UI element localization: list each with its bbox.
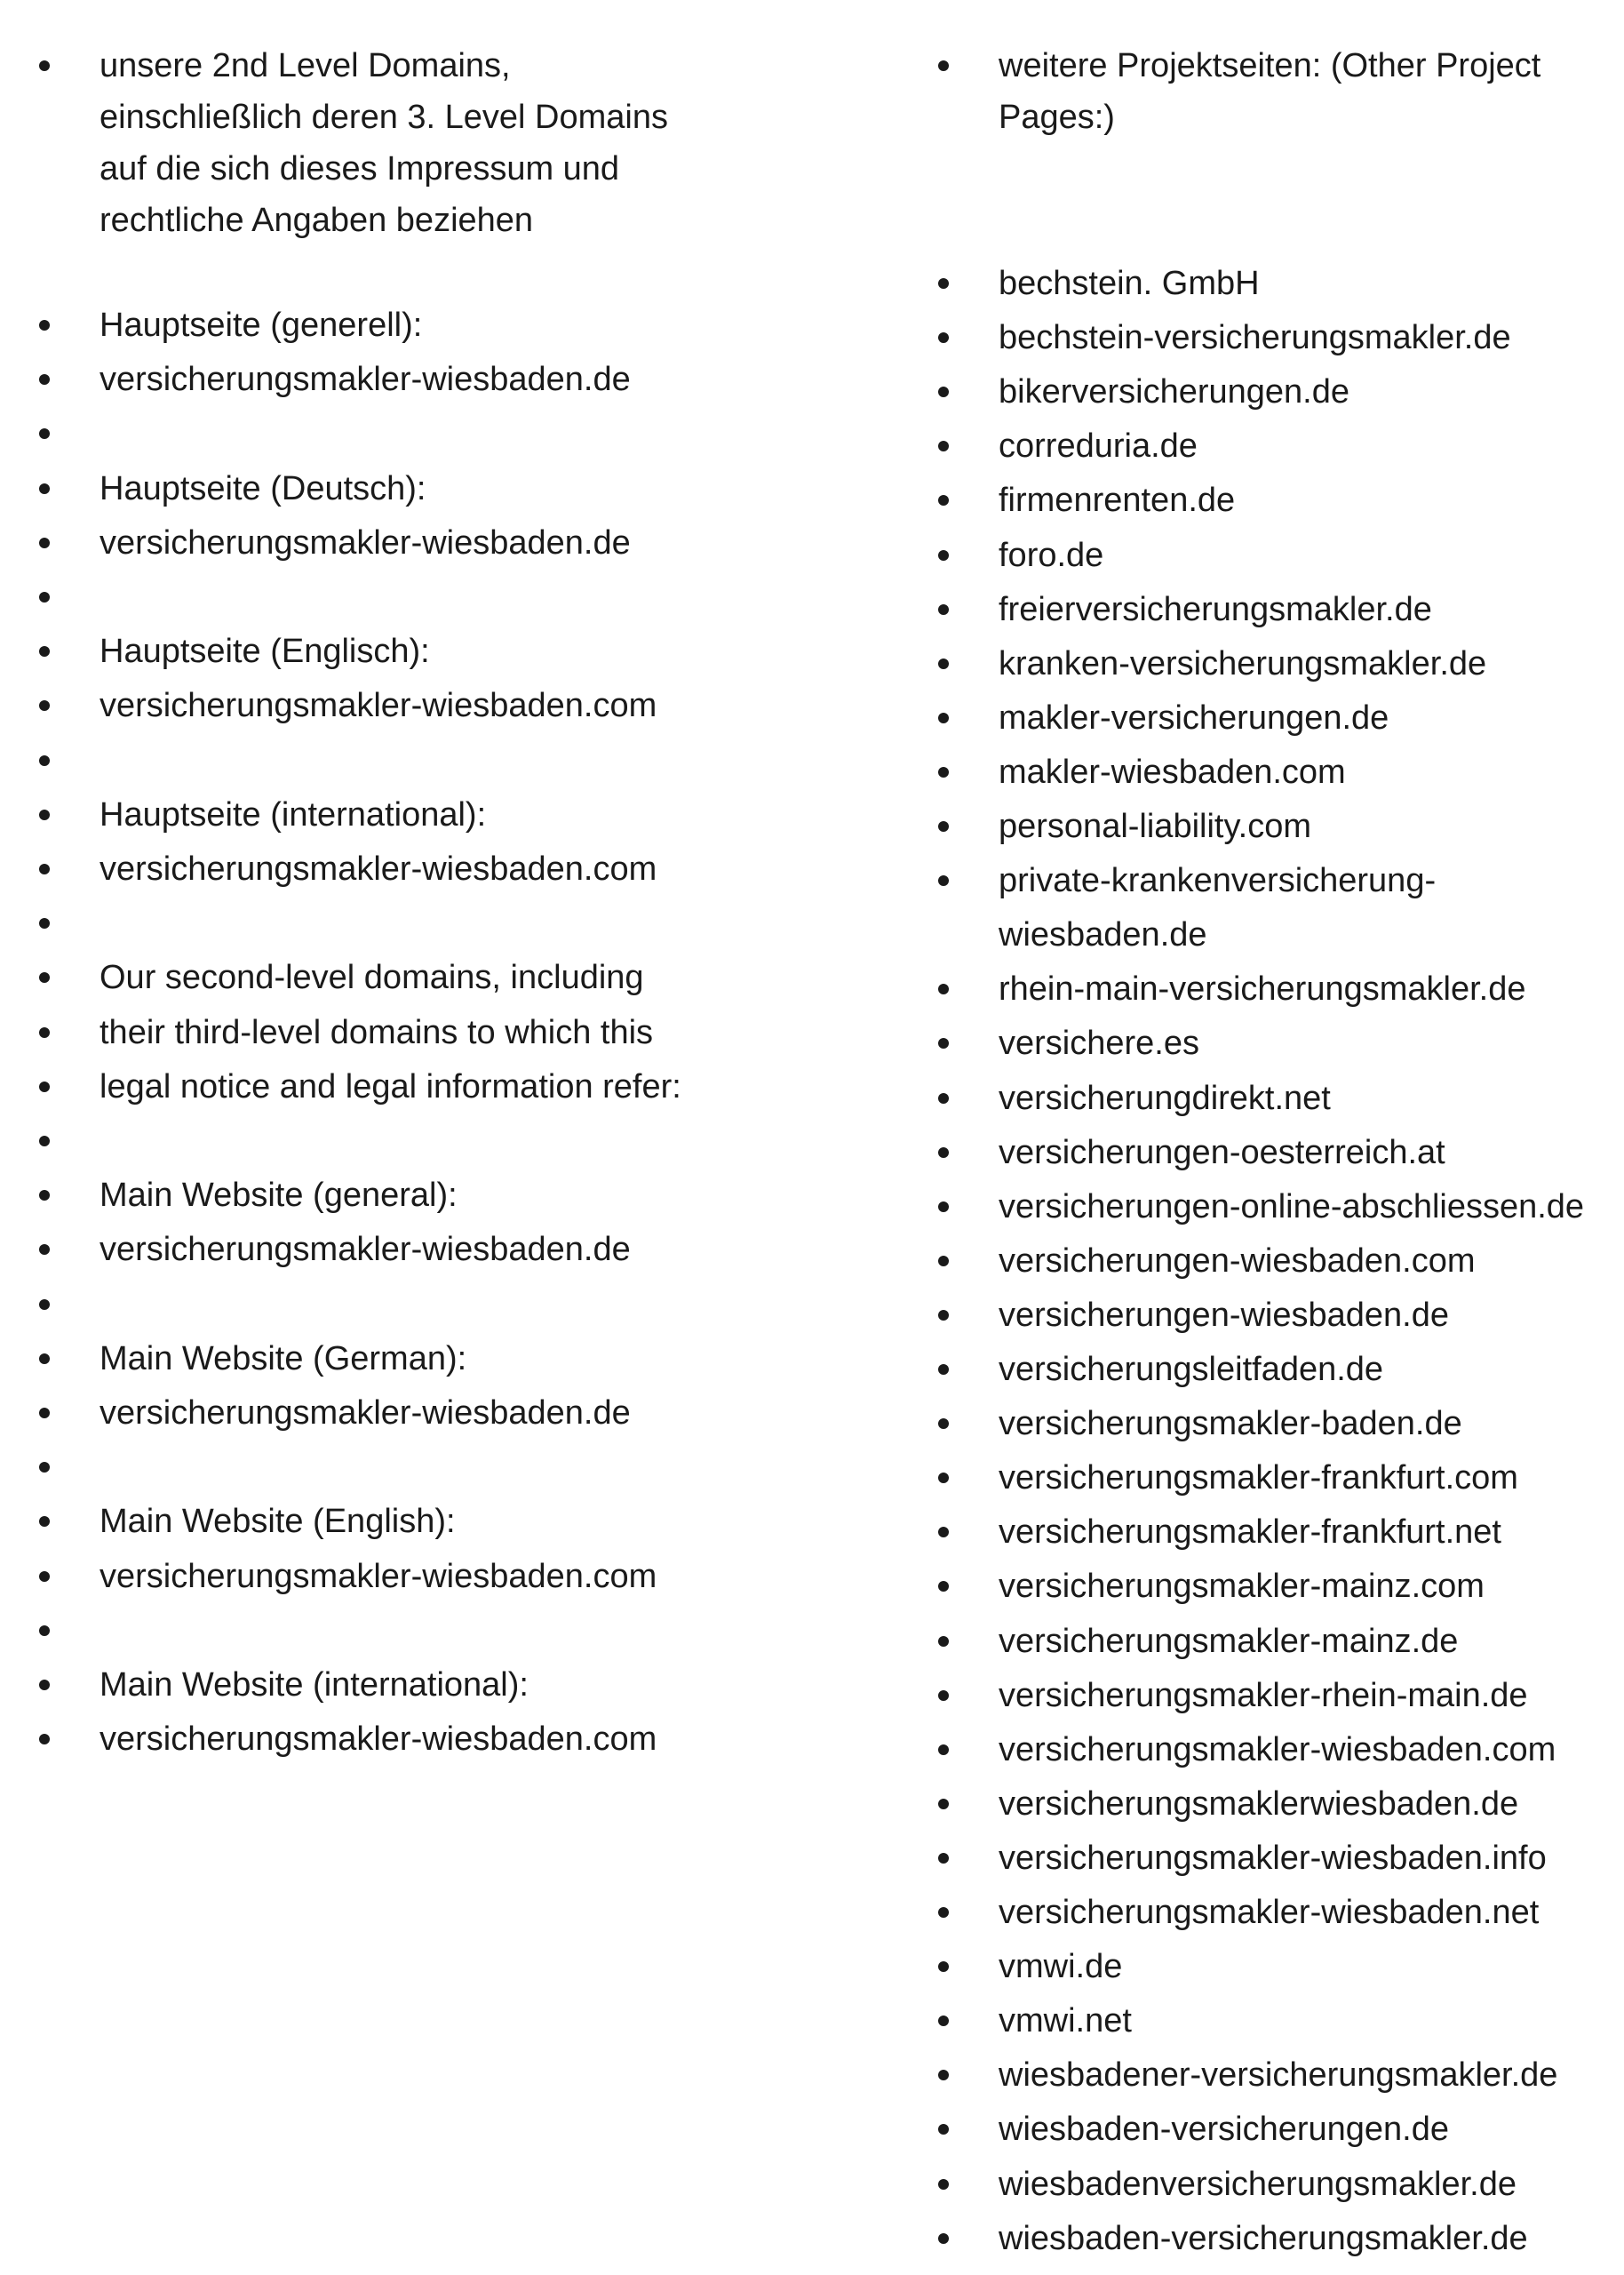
list-item-text: versicherungsmakler-frankfurt.net xyxy=(999,1513,1501,1552)
list-item-text: versicherungsmakler-wiesbaden.com xyxy=(100,687,657,725)
bullet-icon xyxy=(39,1516,50,1527)
bullet-icon xyxy=(938,1907,949,1918)
list-item-text: bechstein-versicherungsmakler.de xyxy=(999,319,1511,357)
list-item-text: rhein-main-versicherungsmakler.de xyxy=(999,970,1526,1009)
bullet-icon xyxy=(938,1690,949,1701)
bullet-icon xyxy=(938,713,949,723)
bullet-icon xyxy=(938,495,949,506)
list-item-text: versicherungsmakler-wiesbaden.com xyxy=(100,850,657,888)
bullet-icon xyxy=(39,538,50,548)
bullet-icon xyxy=(39,1462,50,1473)
bullet-icon xyxy=(39,592,50,603)
list-item-text: versicherungen-wiesbaden.de xyxy=(999,1296,1449,1334)
bullet-icon xyxy=(39,428,50,439)
bullet-icon xyxy=(938,441,949,451)
list-item-text: versicherungen-online-abschliessen.de xyxy=(999,1187,1585,1225)
list-item-text: makler-versicherungen.de xyxy=(999,698,1389,737)
list-item-text: Main Website (German): xyxy=(100,1339,467,1377)
list-item-text: Main Website (international): xyxy=(100,1666,529,1704)
bullet-icon xyxy=(938,1527,949,1537)
bullet-icon xyxy=(938,1853,949,1864)
list-item-text: Hauptseite (Englisch): xyxy=(100,633,430,671)
bullet-icon xyxy=(938,2233,949,2244)
list-item-text: Our second-level domains, including xyxy=(100,959,644,997)
bullet-icon xyxy=(938,1636,949,1647)
list-item-text: makler-wiesbaden.com xyxy=(999,753,1346,791)
list-item-text: firmenrenten.de xyxy=(999,482,1236,520)
list-item-text: versicherungsmakler-wiesbaden.info xyxy=(999,1839,1547,1877)
bullet-icon xyxy=(938,984,949,994)
list-item-text: versicherungsmakler-rhein-main.de xyxy=(999,1676,1528,1714)
bullet-icon xyxy=(938,1038,949,1049)
list-item-text: legal notice and legal information refer: xyxy=(100,1067,681,1106)
bullet-icon xyxy=(938,1799,949,1809)
list-item-text: versicherungsleitfaden.de xyxy=(999,1351,1384,1388)
bullet-icon xyxy=(39,483,50,494)
bullet-icon xyxy=(39,810,50,820)
list-item-text: correduria.de xyxy=(999,427,1198,466)
bullet-icon xyxy=(39,755,50,766)
bullet-icon xyxy=(938,821,949,832)
list-item-text: auf die sich dieses Impressum und xyxy=(100,150,620,188)
bullet-icon xyxy=(39,918,50,929)
bullet-icon xyxy=(39,1027,50,1038)
bullet-icon xyxy=(938,1364,949,1375)
bullet-icon xyxy=(938,1256,949,1266)
bullet-icon xyxy=(938,767,949,778)
list-item-text: Hauptseite (generell): xyxy=(100,307,423,344)
bullet-icon xyxy=(39,1190,50,1201)
bullet-icon xyxy=(938,1310,949,1321)
list-item-text: Main Website (general): xyxy=(100,1177,458,1215)
list-item-text: versicherungsmakler-frankfurt.com xyxy=(999,1459,1518,1497)
bullet-icon xyxy=(938,2070,949,2080)
list-item-text: versicherungsmakler-mainz.com xyxy=(999,1568,1485,1606)
bullet-icon xyxy=(938,604,949,615)
bullet-icon xyxy=(938,1473,949,1483)
bullet-icon xyxy=(39,1625,50,1636)
bullet-icon xyxy=(39,1136,50,1146)
list-item-text: vmwi.net xyxy=(999,2002,1132,2040)
list-item-text: Pages:) xyxy=(999,99,1115,136)
bullet-icon xyxy=(39,1244,50,1255)
bullet-icon xyxy=(39,1408,50,1418)
list-item-text: versicherungsmakler-wiesbaden.com xyxy=(999,1730,1556,1768)
list-item-text: versicherungsmakler-wiesbaden.com xyxy=(100,1557,657,1595)
list-item-text: versicherungsmakler-mainz.de xyxy=(999,1622,1459,1660)
bullet-icon xyxy=(938,1744,949,1755)
list-item-text: versicherungen-oesterreich.at xyxy=(999,1133,1445,1171)
list-item-text: private-krankenversicherung- xyxy=(999,862,1437,900)
bullet-icon xyxy=(39,864,50,874)
bullet-icon xyxy=(39,1299,50,1310)
bullet-icon xyxy=(39,1680,50,1690)
bullet-icon xyxy=(938,1961,949,1972)
bullet-icon xyxy=(39,700,50,711)
bullet-icon xyxy=(39,60,50,71)
list-item-text: kranken-versicherungsmakler.de xyxy=(999,644,1487,682)
list-item-text: freierversicherungsmakler.de xyxy=(999,590,1432,628)
list-item-text: einschließlich deren 3. Level Domains xyxy=(100,99,668,136)
list-item-text: versichere.es xyxy=(999,1025,1199,1063)
bullet-icon xyxy=(938,278,949,289)
bullet-icon xyxy=(39,1734,50,1744)
bullet-icon xyxy=(39,320,50,331)
list-item-text: wiesbaden-versicherungsmakler.de xyxy=(999,2219,1528,2257)
list-item-text: wiesbadener-versicherungsmakler.de xyxy=(999,2056,1558,2095)
list-item-text: versicherungsmakler-wiesbaden.de xyxy=(100,523,631,562)
list-item-text: vmwi.de xyxy=(999,1948,1123,1986)
bullet-icon xyxy=(938,387,949,397)
bullet-icon xyxy=(39,1571,50,1582)
bullet-icon xyxy=(938,332,949,343)
list-item-text: bikerversicherungen.de xyxy=(999,373,1350,411)
list-item-text: weitere Projektseiten: (Other Project xyxy=(999,47,1541,84)
list-item-text: Hauptseite (Deutsch): xyxy=(100,469,426,507)
list-item-text: versicherungsmakler-wiesbaden.com xyxy=(100,1720,657,1759)
bullet-icon xyxy=(938,550,949,561)
bullet-icon xyxy=(938,2179,949,2190)
bullet-icon xyxy=(938,60,949,71)
bullet-icon xyxy=(938,1093,949,1104)
list-item-text: wiesbaden-versicherungen.de xyxy=(999,2111,1449,2149)
list-item-text: versicherungdirekt.net xyxy=(999,1079,1331,1117)
list-item-text: bechstein. GmbH xyxy=(999,265,1260,302)
bullet-icon xyxy=(39,1353,50,1364)
list-item-text: versicherungsmakler-wiesbaden.de xyxy=(100,1394,631,1432)
bullet-icon xyxy=(938,875,949,886)
bullet-icon xyxy=(39,1082,50,1092)
bullet-icon xyxy=(938,659,949,669)
list-item-text: versicherungsmakler-wiesbaden.de xyxy=(100,361,631,399)
list-item-text: foro.de xyxy=(999,536,1104,574)
bullet-icon xyxy=(938,1201,949,1212)
list-item-text: unsere 2nd Level Domains, xyxy=(100,47,511,84)
list-item-text: their third-level domains to which this xyxy=(100,1013,654,1051)
list-item-text: versicherungen-wiesbaden.com xyxy=(999,1241,1476,1280)
bullet-icon xyxy=(39,374,50,385)
bullet-icon xyxy=(938,1581,949,1592)
list-item-text: versicherungsmakler-wiesbaden.de xyxy=(100,1231,631,1269)
bullet-icon xyxy=(39,972,50,983)
bullet-icon xyxy=(938,2016,949,2026)
bullet-icon xyxy=(938,2124,949,2135)
list-item-text: Hauptseite (international): xyxy=(100,795,487,834)
bullet-icon xyxy=(938,1147,949,1158)
list-item-text: versicherungsmaklerwiesbaden.de xyxy=(999,1784,1519,1823)
bullet-icon xyxy=(39,646,50,657)
list-item-text: versicherungsmakler-baden.de xyxy=(999,1405,1462,1443)
bullet-icon xyxy=(938,1418,949,1429)
list-item-text: Main Website (English): xyxy=(100,1503,456,1541)
list-item-text: wiesbaden.de xyxy=(999,916,1207,954)
list-item-text: wiesbadenversicherungsmakler.de xyxy=(999,2165,1517,2203)
list-item-text: rechtliche Angaben beziehen xyxy=(100,202,534,239)
list-item-text: versicherungsmakler-wiesbaden.net xyxy=(999,1894,1540,1931)
list-item-text: personal-liability.com xyxy=(999,808,1311,845)
